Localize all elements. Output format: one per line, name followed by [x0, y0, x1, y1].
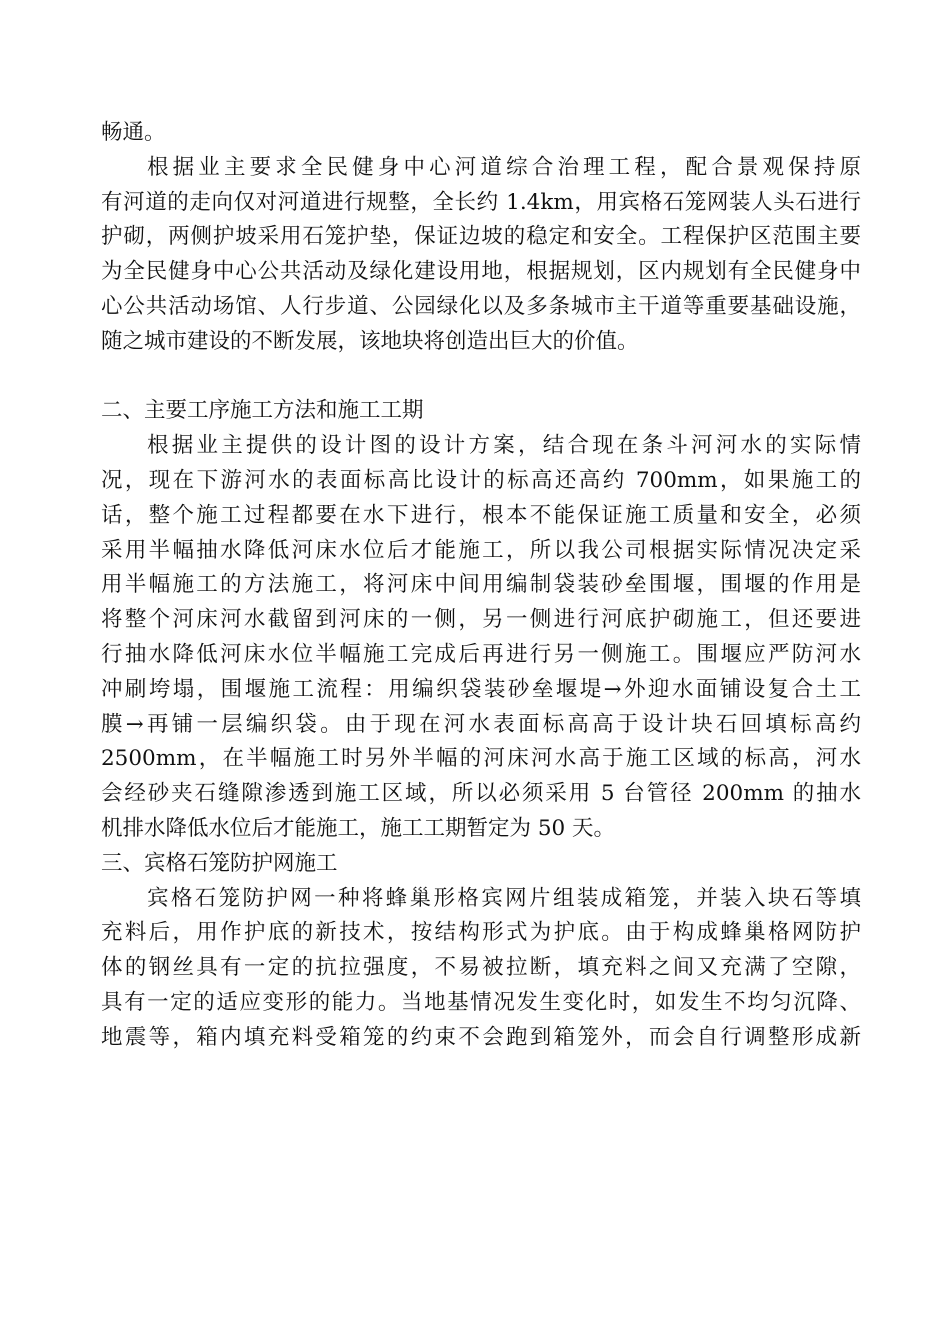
blank-line: [101, 360, 861, 395]
section-heading-2: 二、主要工序施工方法和施工工期: [101, 398, 424, 424]
paragraph-line: 会经砂夹石缝隙渗透到施工区域，所以必须采用 5 台管径 200mm 的抽水: [101, 781, 861, 807]
paragraph-line: 具有一定的适应变形的能力。当地基情况发生变化时，如发生不均匀沉降、: [101, 989, 861, 1015]
paragraph-line: 地震等，箱内填充料受箱笼的约束不会跑到箱笼外，而会自行调整形成新: [101, 1024, 861, 1050]
section-heading-3: 三、宾格石笼防护网施工: [101, 850, 338, 876]
paragraph-line: 机排水降低水位后才能施工，施工工期暂定为 50 天。: [101, 815, 616, 841]
paragraph-line: 畅通。: [101, 120, 166, 145]
paragraph-line: 采用半幅抽水降低河床水位后才能施工，所以我公司根据实际情况决定采: [101, 537, 861, 563]
paragraph-line: 体的钢丝具有一定的抗拉强度，不易被拉断，填充料之间又充满了空隙，: [101, 955, 861, 981]
paragraph-line: 充料后，用作护底的新技术，按结构形式为护底。由于构成蜂巢格网防护: [101, 920, 861, 946]
paragraph-line: 宾格石笼防护网一种将蜂巢形格宾网片组装成箱笼，并装入块石等填: [147, 885, 861, 911]
paragraph-line: 用半幅施工的方法施工，将河床中间用编制袋装砂垒围堰，围堰的作用是: [101, 572, 861, 598]
paragraph-line: 况，现在下游河水的表面标高比设计的标高还高约 700mm，如果施工的: [101, 467, 861, 493]
paragraph-line: 为全民健身中心公共活动及绿化建设用地，根据规划，区内规划有全民健身中: [101, 259, 861, 285]
paragraph-line: 护砌，两侧护坡采用石笼护垫，保证边坡的稳定和安全。工程保护区范围主要: [101, 224, 861, 250]
paragraph-line: 膜→再铺一层编织袋。由于现在河水表面标高高于设计块石回填标高约: [101, 711, 861, 737]
paragraph-line: 根据业主要求全民健身中心河道综合治理工程，配合景观保持原: [147, 154, 861, 180]
paragraph-line: 随之城市建设的不断发展，该地块将创造出巨大的价值。: [101, 328, 639, 354]
paragraph-line: 将整个河床河水截留到河床的一侧，另一侧进行河底护砌施工，但还要进: [101, 607, 861, 633]
paragraph-line: 根据业主提供的设计图的设计方案，结合现在条斗河河水的实际情: [147, 433, 861, 459]
paragraph-line: 冲刷垮塌，围堰施工流程：用编织袋装砂垒堰堤→外迎水面铺设复合土工: [101, 676, 861, 702]
paragraph-line: 有河道的走向仅对河道进行规整，全长约 1.4km，用宾格石笼网装人头石进行: [101, 189, 861, 215]
paragraph-line: 行抽水降低河床水位半幅施工完成后再进行另一侧施工。围堰应严防河水: [101, 641, 861, 667]
paragraph-line: 2500mm，在半幅施工时另外半幅的河床河水高于施工区域的标高，河水: [101, 746, 861, 772]
paragraph-line: 心公共活动场馆、人行步道、公园绿化以及多条城市主干道等重要基础设施，: [101, 293, 861, 319]
paragraph-line: 话，整个施工过程都要在水下进行，根本不能保证施工质量和安全，必须: [101, 502, 861, 528]
document-body: [101, 116, 861, 1056]
